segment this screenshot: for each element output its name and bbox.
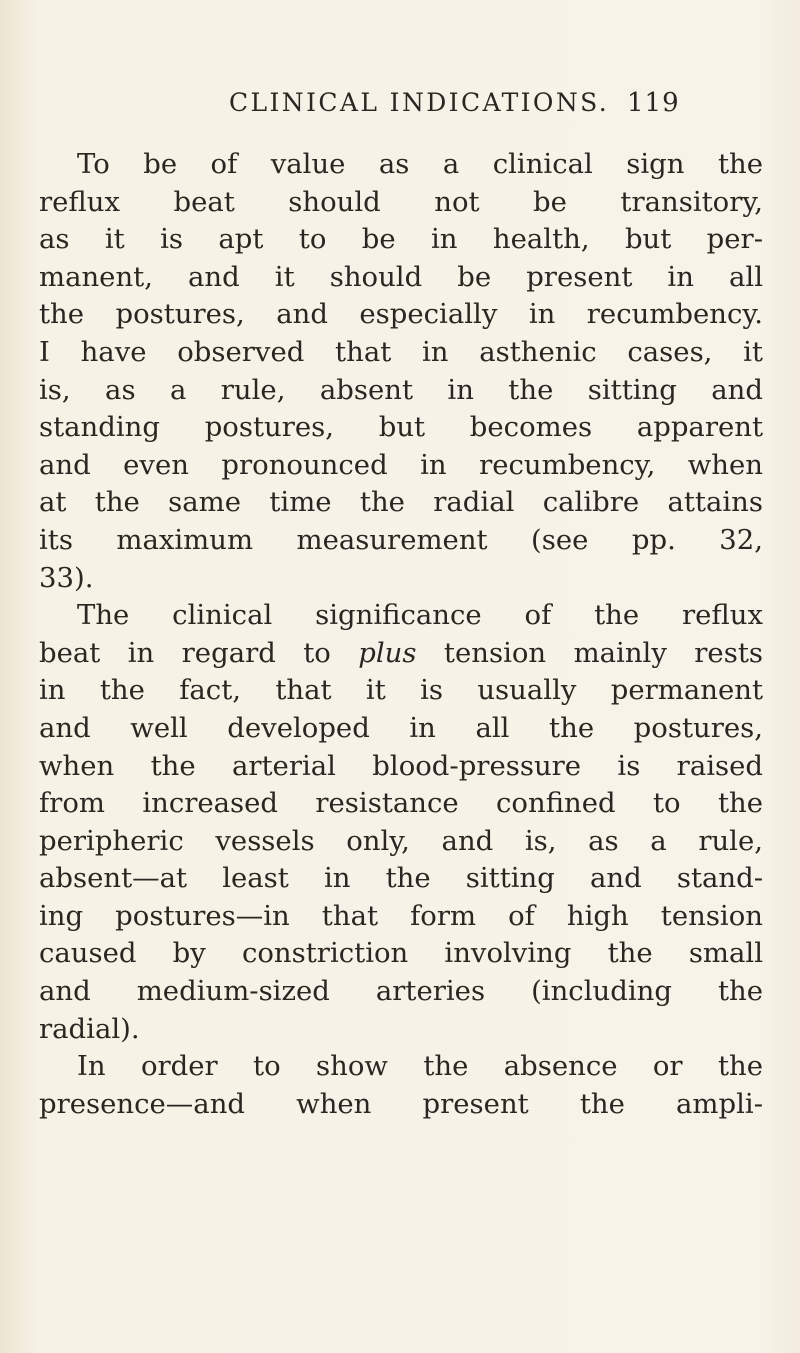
text-line: and even pronounced in recumbency, when <box>39 448 763 481</box>
page-header <box>0 88 800 132</box>
text-line: I have observed that in asthenic cases, it <box>39 335 763 368</box>
running-head: CLINICAL INDICATIONS. <box>229 88 610 117</box>
text-line: To be of value as a clinical sign the <box>77 148 763 180</box>
italic-word: plus <box>358 636 417 669</box>
text-line: caused by constriction involving the small <box>39 937 763 970</box>
page-number: 119 <box>627 88 680 118</box>
text-line: peripheric vessels only, and is, as a rule, <box>39 824 763 857</box>
text-line: at the same time the radial calibre attains <box>39 486 763 519</box>
text-line: manent, and it should be present in all <box>39 260 763 293</box>
text-line: in the fact, that it is usually permanent <box>39 674 763 707</box>
text-span: tension mainly rests <box>416 636 763 669</box>
text-line: when the arterial blood-pressure is raised <box>39 749 763 782</box>
text-line: from increased resistance confined to the <box>39 787 763 820</box>
text-line: as it is apt to be in health, but per- <box>39 223 763 256</box>
text-line: absent—at least in the sitting and stand- <box>39 862 763 895</box>
text-line: the postures, and especially in recumbency. <box>39 298 763 331</box>
text-line-with-italic <box>39 635 763 673</box>
text-line: The clinical significance of the reflux <box>77 599 763 632</box>
text-line: presence—and when present the ampli- <box>39 1087 763 1120</box>
text-line: and medium-sized arteries (including the <box>39 975 763 1008</box>
text-line: and well developed in all the postures, <box>39 711 763 744</box>
text-line: radial). <box>39 1012 140 1045</box>
text-line: reflux beat should not be transitory, <box>39 185 763 218</box>
text-line: ing postures—in that form of high tension <box>39 899 763 932</box>
body-text <box>39 146 763 1123</box>
text-span: beat in regard to <box>39 636 359 669</box>
text-line: In order to show the absence or the <box>77 1050 763 1083</box>
text-line: its maximum measurement (see pp. 32, <box>39 523 763 556</box>
text-line: 33). <box>39 561 94 594</box>
text-line: standing postures, but becomes apparent <box>39 411 763 444</box>
text-line: is, as a rule, absent in the sitting and <box>39 373 763 406</box>
